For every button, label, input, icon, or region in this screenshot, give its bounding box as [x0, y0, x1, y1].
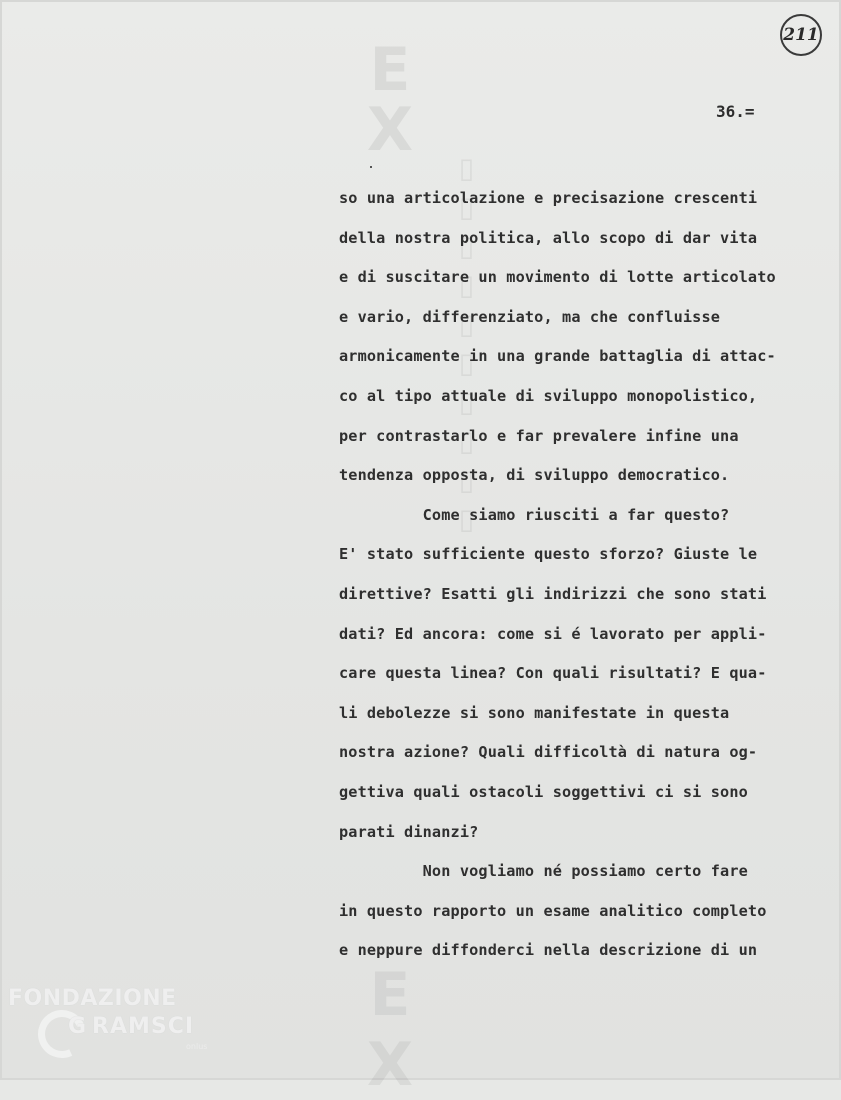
text-line: per contrastarlo e far prevalere infine una — [339, 426, 739, 445]
watermark-line2: RAMSCI — [92, 1014, 195, 1039]
text-line: Come siamo riusciti a far questo? — [339, 505, 730, 524]
text-line: li debolezze si sono manifestate in questa — [339, 703, 730, 722]
archive-number: 211 — [780, 14, 822, 56]
text-line: tendenza opposta, di sviluppo democratico. — [339, 466, 730, 485]
text-line: Non vogliamo né possiamo certo fare — [339, 862, 748, 881]
text-line: E' stato sufficiente questo sforzo? Giuste le — [339, 545, 758, 564]
text-line: e vario, differenziato, ma che confluisse — [339, 307, 721, 326]
text-line: direttive? Esatti gli indirizzi che sono stati — [339, 584, 767, 603]
text-line: care questa linea? Con quali risultati? E qua- — [339, 664, 767, 683]
watermark-line1: FONDAZIONE — [8, 986, 177, 1011]
text-line: in questo rapporto un esame analitico completo — [339, 901, 767, 920]
text-line: co al tipo attuale di sviluppo monopolistico, — [339, 386, 758, 405]
ink-speck — [370, 166, 372, 168]
text-line: parati dinanzi? — [339, 822, 479, 841]
text-line: e di suscitare un movimento di lotte articolato — [339, 268, 776, 287]
body-text — [339, 184, 819, 976]
bleed-through-mark: E X — [366, 35, 414, 165]
text-line: nostra azione? Quali difficoltà di natura og- — [339, 743, 758, 762]
text-line: della nostra politica, allo scopo di dar vita — [339, 228, 758, 247]
text-line: e neppure diffonderci nella descrizione di un — [339, 941, 758, 960]
watermark-line3: onlus — [186, 1042, 208, 1051]
bleed-through-mark-bottom: E X — [366, 960, 414, 1100]
fondazione-gramsci-watermark — [8, 986, 218, 1076]
text-line: gettiva quali ostacoli soggettivi ci si sono — [339, 782, 748, 801]
page-number: 36.= — [716, 102, 755, 121]
watermark-g-letter: G — [68, 1014, 87, 1039]
text-line: so una articolazione e precisazione crescenti — [339, 189, 758, 207]
text-line: armonicamente in una grande battaglia di attac- — [339, 347, 776, 366]
bleed-through-stamp: ▯▯▯▯▯▯▯▯▯▯ — [450, 150, 483, 540]
text-line: dati? Ed ancora: come si é lavorato per appli- — [339, 624, 767, 643]
